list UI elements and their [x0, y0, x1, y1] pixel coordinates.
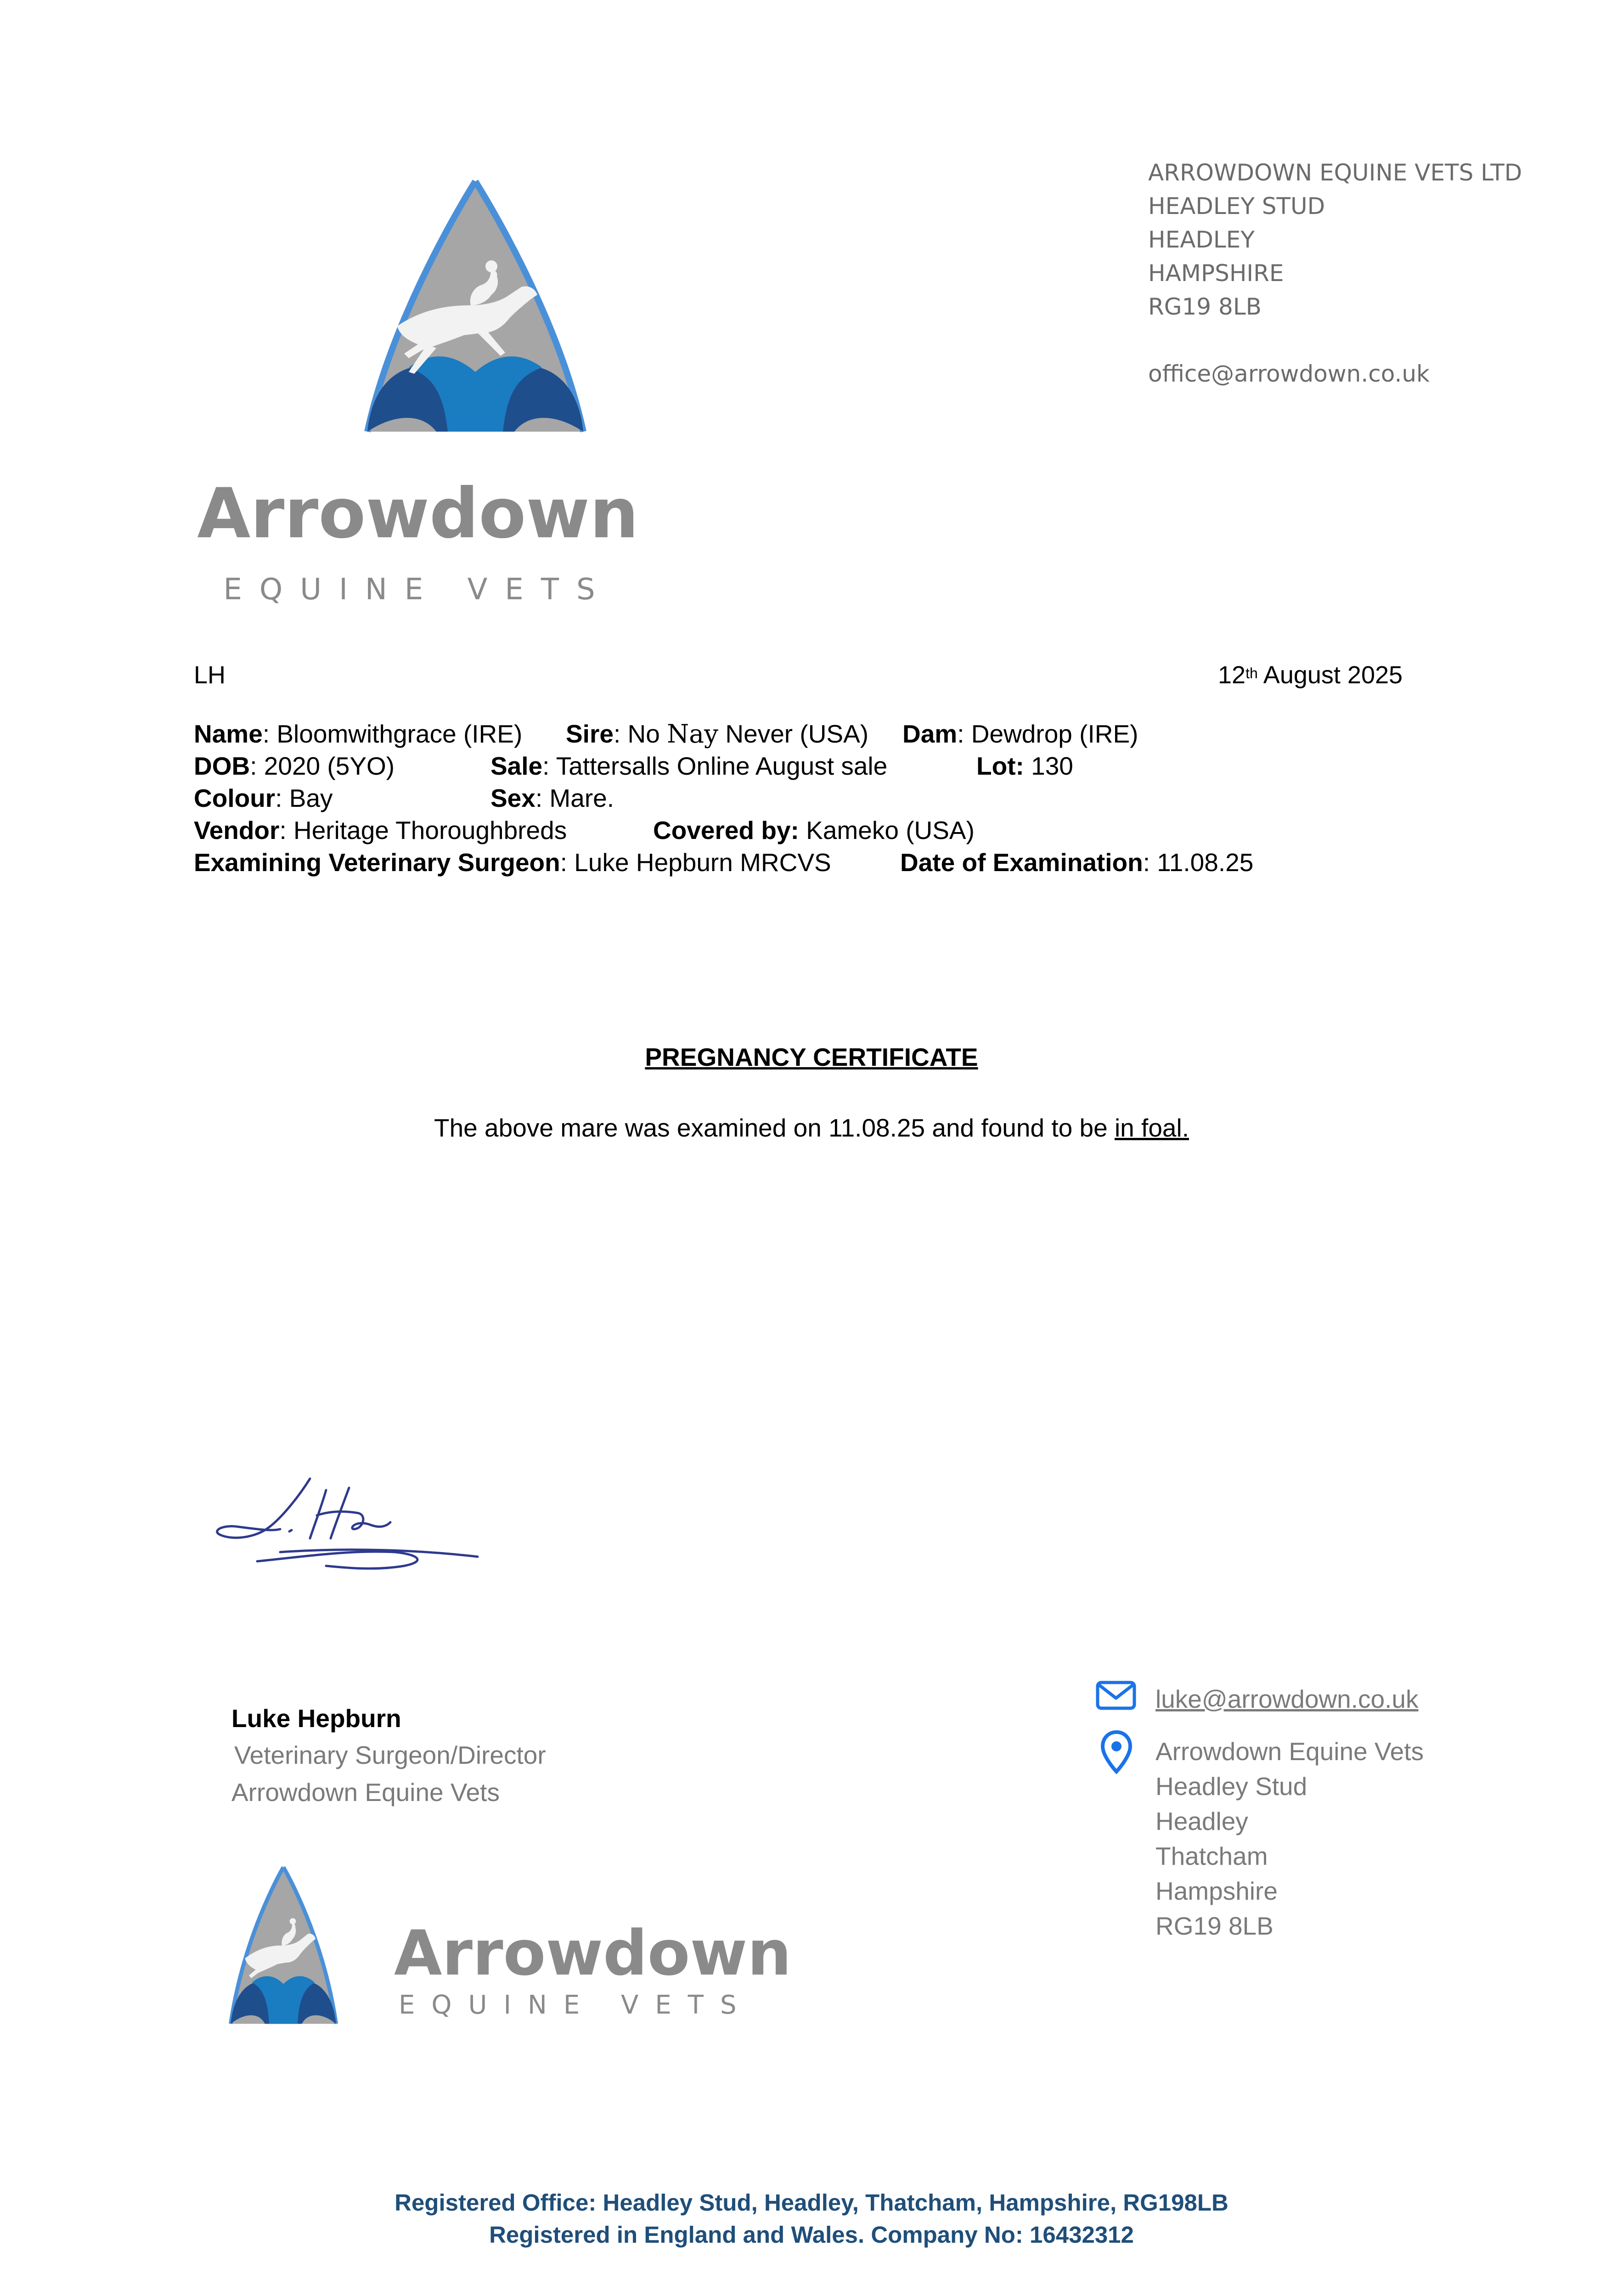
vendor-field: Vendor: Heritage Thoroughbreds — [194, 816, 567, 844]
small-logo-tagline: EQUINE VETS — [399, 1990, 753, 2020]
logo-wordmark: Arrowdown — [197, 474, 639, 554]
certificate-statement — [0, 1113, 1623, 1142]
contact-address-line: Hampshire — [1155, 1877, 1278, 1905]
dam-field: Dam: Dewdrop (IRE) — [902, 720, 1138, 748]
statement-text: The above mare was examined on 11.08.25 and found to be — [434, 1114, 1115, 1142]
signer-name: Luke Hepburn — [231, 1704, 401, 1733]
dob-field: DOB: 2020 (5YO) — [194, 752, 395, 780]
contact-address-line: Headley — [1155, 1807, 1248, 1835]
sale-field: Sale: Tattersalls Online August sale — [490, 752, 888, 780]
address-line: RG19 8LB — [1148, 293, 1262, 320]
name-field: Name: Bloomwithgrace (IRE) — [194, 720, 523, 748]
contact-email-link[interactable]: luke@arrowdown.co.uk — [1155, 1685, 1419, 1713]
sex-field: Sex: Mare. — [490, 784, 614, 812]
logo-tagline: EQUINE VETS — [223, 573, 613, 607]
date-rest: August 2025 — [1263, 661, 1403, 689]
certificate-title: PREGNANCY CERTIFICATE — [645, 1043, 978, 1071]
handwritten-signature — [211, 1469, 487, 1589]
surgeon-field: Examining Veterinary Surgeon: Luke Hepburn MRCVS — [194, 848, 831, 877]
company-name: ARROWDOWN EQUINE VETS LTD — [1148, 159, 1522, 186]
signer-organisation: Arrowdown Equine Vets — [231, 1778, 500, 1806]
contact-address-line: Thatcham — [1155, 1842, 1268, 1870]
reference-initials: LH — [194, 661, 226, 689]
arrowdown-logo-small — [225, 1864, 840, 2034]
contact-address-line: Arrowdown Equine Vets — [1155, 1737, 1424, 1766]
contact-address-line: Headley Stud — [1155, 1772, 1307, 1801]
date-suffix: th — [1245, 665, 1258, 681]
contact-address-line: RG19 8LB — [1155, 1912, 1274, 1940]
lot-field: Lot: 130 — [976, 752, 1073, 780]
letter-date — [1218, 659, 1403, 691]
sire-field: Sire: No Nay Never (USA) — [566, 719, 869, 748]
address-line: HEADLEY STUD — [1148, 193, 1325, 219]
exam-date-field: Date of Examination: 11.08.25 — [900, 848, 1254, 877]
covered-by-field: Covered by: Kameko (USA) — [653, 816, 975, 844]
footer-line-office: Registered Office: Headley Stud, Headley, Thatcham, Hampshire, RG198LB — [394, 2189, 1229, 2216]
footer-line-company: Registered in England and Wales. Company No: 16432312 — [489, 2222, 1134, 2248]
registered-office-footer — [0, 2187, 1623, 2251]
mail-icon — [1096, 1681, 1136, 1710]
date-day: 12 — [1218, 661, 1246, 689]
location-pin-icon — [1100, 1730, 1133, 1774]
colour-field: Colour: Bay — [194, 784, 333, 812]
company-address-block — [1148, 156, 1522, 391]
office-email: office@arrowdown.co.uk — [1148, 360, 1430, 387]
statement-result: in foal. — [1114, 1114, 1189, 1142]
address-line: HEADLEY — [1148, 226, 1255, 253]
small-logo-wordmark: Arrowdown — [394, 1917, 792, 1989]
contact-address-block — [1155, 1734, 1424, 1943]
signer-role: Veterinary Surgeon/Director — [234, 1741, 546, 1769]
arrowdown-logo-large — [197, 174, 639, 611]
address-line: HAMPSHIRE — [1148, 260, 1284, 287]
